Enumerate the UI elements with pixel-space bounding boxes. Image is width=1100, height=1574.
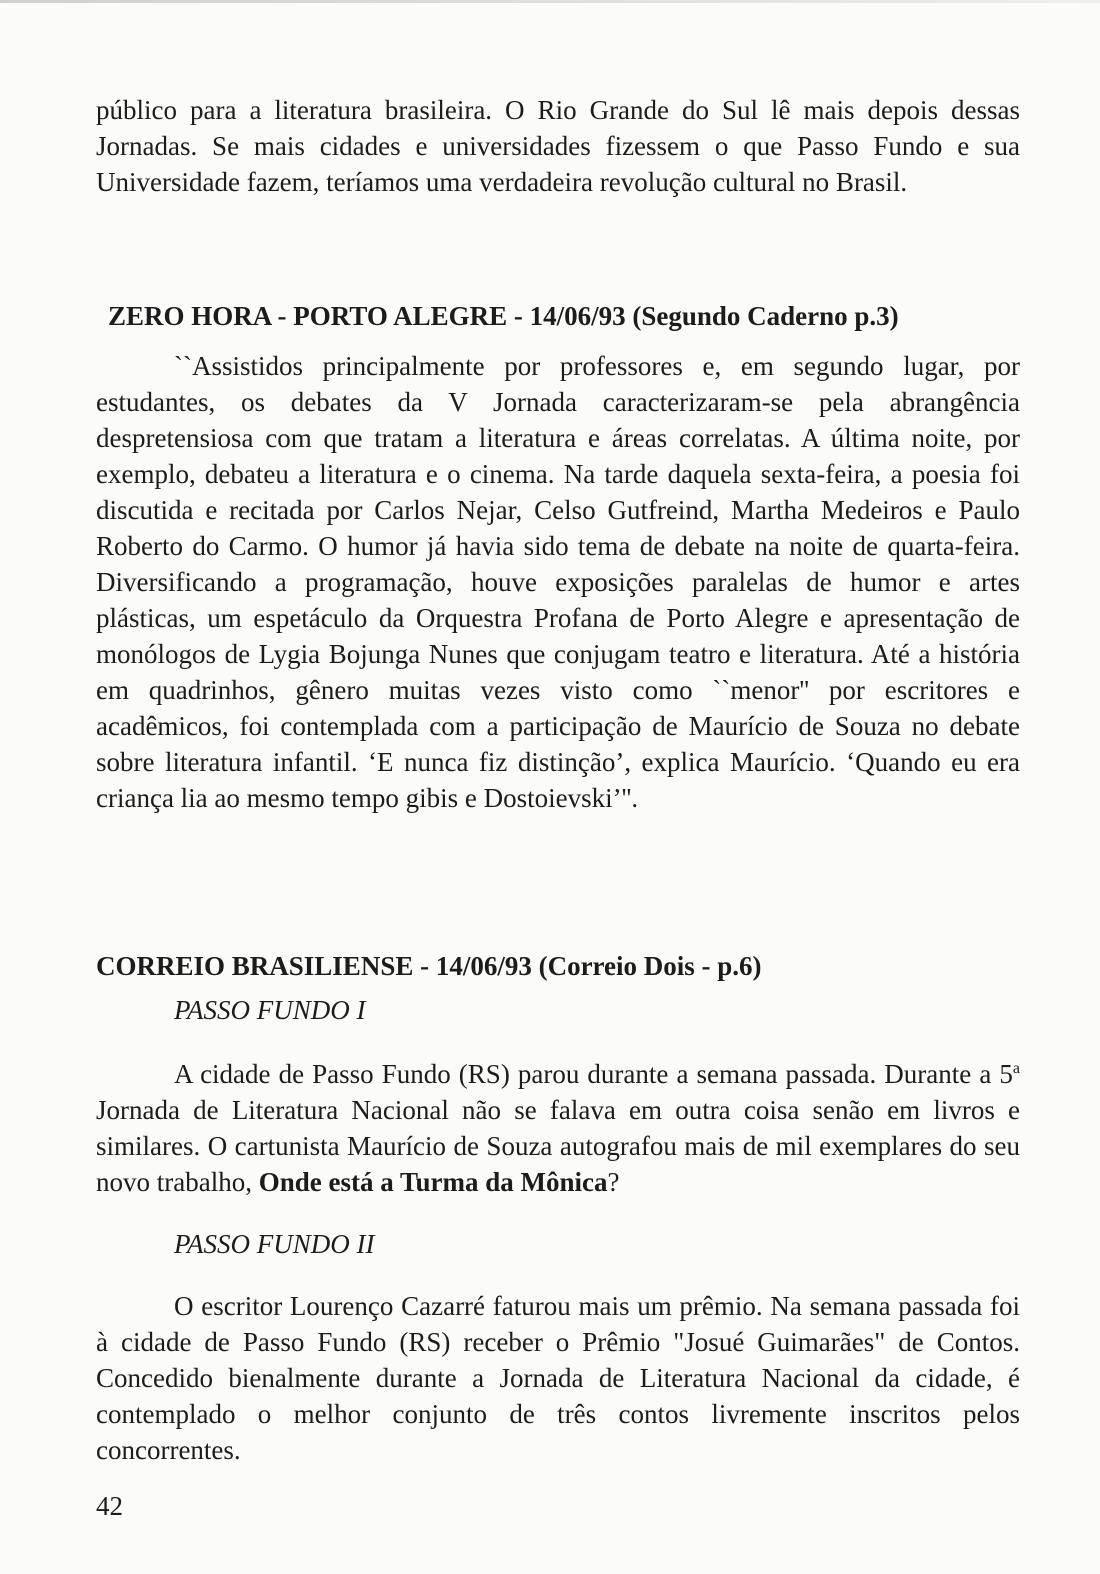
pf1-superscript: a xyxy=(1012,1060,1020,1077)
passo-fundo-i-paragraph xyxy=(96,1056,1020,1200)
pf1-text-a: A cidade de Passo Fundo (RS) parou durante a semana passada. Durante a 5 xyxy=(174,1059,1013,1089)
correio-heading: CORREIO BRASILIENSE - 14/06/93 (Correio Dois - p.6) xyxy=(96,951,762,981)
passo-fundo-ii-paragraph: O escritor Lourenço Cazarré faturou mais um prêmio. Na semana passada foi à cidade de Passo Fundo (RS) receber o Prêmio "Josué Guimarães" de Contos. Concedido bienalmente durante a Jornada de Literatura Nacional da cidade, é contemplado o melhor conjunto de três contos livremente inscritos pelos concorrentes. xyxy=(96,1291,1020,1465)
page-number: 42 xyxy=(96,1491,123,1521)
zero-hora-heading: ZERO HORA - PORTO ALEGRE - 14/06/93 (Segundo Caderno p.3) xyxy=(108,301,899,331)
document-page xyxy=(96,92,1020,1465)
page-edge-shadow xyxy=(0,0,1100,3)
pf1-text-b: Jornada de Literatura Nacional não se falava em outra coisa senão em livros e similares. O cartunista Maurício de Souza autografou mais de mil exemplares do seu novo trabalho, xyxy=(96,1095,1020,1197)
zero-hora-quote: ``Assistidos principalmente por professores e, em segundo lugar, por estudantes, os debates da V Jornada caracterizaram-se pela abrangência despretensiosa com que tratam a literatura e áreas correlatas. A última noite, por exemplo, debateu a literatura e o cinema. Na tarde daquela sexta-feira, a poesia foi discutida e recitada por Carlos Nejar, Celso Gutfreind, Martha Medeiros e Paulo Roberto do Carmo. O humor já havia sido tema de debate na noite de quarta-feira. Diversificando a programação, houve exposições paralelas de humor e artes plásticas, um espetáculo da Orquestra Profana de Porto Alegre e apresentação de monólogos de Lygia Bojunga Nunes que conjugam teatro e literatura. Até a história em quadrinhos, gênero muitas vezes visto como ``menor'' por escritores e acadêmicos, foi contemplada com a participação de Maurício de Souza no debate sobre literatura infantil. ‘E nunca fiz distinção’, explica Maurício. ‘Quando eu era criança lia ao mesmo tempo gibis e Dostoievski’''. xyxy=(96,351,1020,813)
book-title: Onde está a Turma da Mônica xyxy=(258,1167,608,1197)
pf1-end: ? xyxy=(607,1167,620,1197)
intro-paragraph: público para a literatura brasileira. O Rio Grande do Sul lê mais depois dessas Jornadas. Se mais cidades e universidades fizessem o que Passo Fundo e sua Universidade fazem, teríamos uma verdadeira revolução cultural no Brasil. xyxy=(96,95,1020,197)
passo-fundo-i-title: PASSO FUNDO I xyxy=(174,995,366,1025)
passo-fundo-ii-title: PASSO FUNDO II xyxy=(174,1229,375,1259)
